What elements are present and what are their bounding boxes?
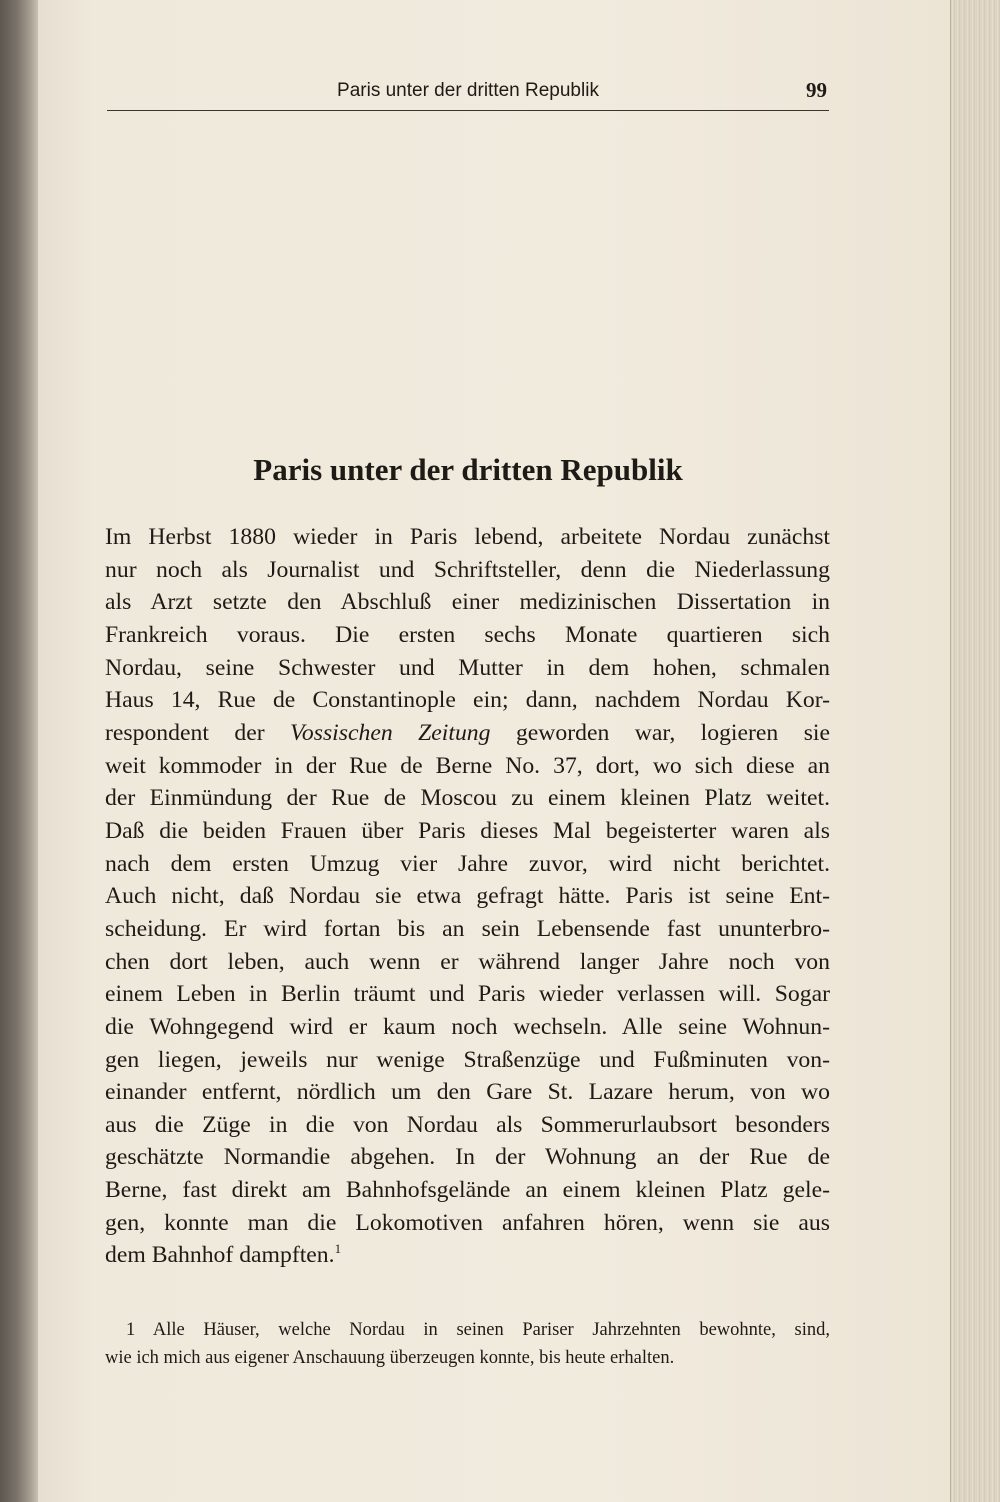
text-line: aus die Züge in die von Nordau als Sommerurlaubsort besonders [105, 1111, 830, 1138]
text-line: der Einmündung der Rue de Moscou zu einem kleinen Platz weitet. [105, 785, 830, 812]
book-binding-shadow [0, 0, 38, 1502]
text-line: einem Leben in Berlin träumt und Paris wieder verlassen will. Sogar [105, 981, 830, 1008]
text-line: einander entfernt, nördlich um den Gare St. Lazare herum, von wo [105, 1079, 830, 1106]
footnote-line: 1 Alle Häuser, welche Nordau in seinen Pariser Jahrzehnten bewohnte, sind, [126, 1320, 830, 1340]
footnote-reference: 1 [334, 1241, 342, 1257]
text-line: geschätzte Normandie abgehen. In der Wohnung an der Rue de [105, 1144, 830, 1171]
text-line-last [105, 1239, 830, 1272]
text-line: Frankreich voraus. Die ersten sechs Monate quartieren sich [105, 621, 830, 648]
text-line: gen liegen, jeweils nur wenige Straßenzüge und Fußminuten von- [105, 1046, 830, 1073]
footnotes [105, 1316, 830, 1372]
running-head [107, 76, 829, 111]
text-line: Auch nicht, daß Nordau sie etwa gefragt hätte. Paris ist seine Ent- [105, 883, 830, 910]
text-line: Berne, fast direkt am Bahnhofsgelände an einem kleinen Platz gele- [105, 1177, 830, 1204]
text-line: Haus 14, Rue de Constantinople ein; dann, nachdem Nordau Kor- [105, 687, 830, 714]
text-line: chen dort leben, auch wenn er während langer Jahre noch von [105, 948, 830, 975]
text-line: weit kommoder in der Rue de Berne No. 37, dort, wo sich diese an [105, 752, 830, 779]
italic-newspaper-title: Vossischen Zeitung [290, 719, 491, 746]
text-segment: geworden war, logieren sie [515, 719, 831, 746]
footnote-line: wie ich mich aus eigener Anschauung überzeugen konnte, bis heute erhalten. [105, 1348, 675, 1368]
text-segment: respondent der [105, 719, 265, 746]
text-line: Nordau, seine Schwester und Mutter in dem hohen, schmalen [105, 654, 830, 681]
chapter-title: Paris unter der dritten Republik [253, 452, 683, 487]
body-text [105, 521, 830, 1272]
page-edges [950, 0, 1000, 1502]
text-line: als Arzt setzte den Abschluß einer medizinischen Dissertation in [105, 589, 830, 616]
text-line: Daß die beiden Frauen über Paris dieses Mal begeisterter waren als [105, 817, 830, 844]
text-segment: dem Bahnhof dampften. [105, 1242, 335, 1269]
page-number: 99 [806, 78, 827, 102]
text-line: scheidung. Er wird fortan bis an sein Lebensende fast ununterbro- [105, 915, 830, 942]
text-line: Im Herbst 1880 wieder in Paris lebend, arbeitete Nordau zunächst [105, 524, 830, 550]
text-line-with-italic [105, 717, 830, 750]
text-line: gen, konnte man die Lokomotiven anfahren hören, wenn sie aus [105, 1209, 830, 1236]
text-line: die Wohngegend wird er kaum noch wechseln. Alle seine Wohnun- [105, 1013, 830, 1040]
text-line: nach dem ersten Umzug vier Jahre zuvor, wird nicht berichtet. [105, 850, 830, 877]
text-line: nur noch als Journalist und Schriftsteller, denn die Niederlassung [105, 556, 830, 583]
running-head-title: Paris unter der dritten Republik [337, 80, 599, 101]
